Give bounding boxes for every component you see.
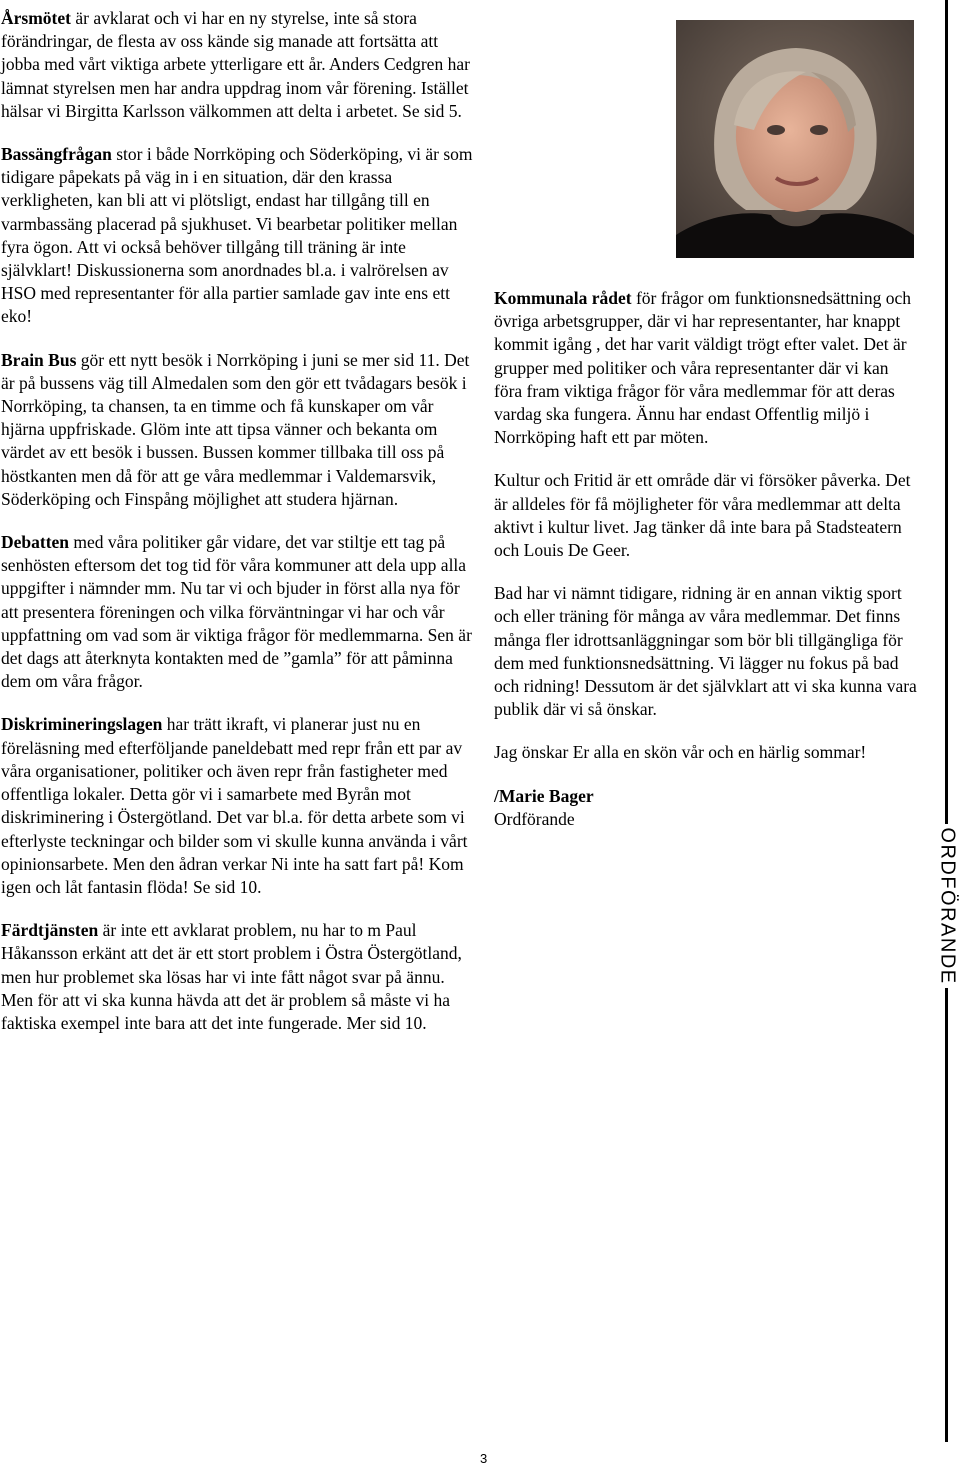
- text-kommunala-radet: för frågor om funktionsnedsättning och övriga arbetsgrupper, där vi har representanter, har knappt kommit igång , det har varit väldigt trögt efter valet. Det är grupper med politiker och våra representanter där vi kan föra fram viktiga frågor för våra medlemmar för att deras vardag ska fungera. Ännu har endast Offentlig miljö i Norrköping haft ett par möten.: [494, 288, 912, 448]
- paragraph-kommunala-radet: [494, 287, 918, 449]
- text-fardtjansten: är inte ett avklarat problem, nu har to m Paul Håkansson erkänt att det är ett stort problem i Östra Östergötland, men hur problemet ska lösas har vi inte fått något svar på ännu. Men för att vi ska kunna hävda att det är problem så måste vi ha faktiska exempel inte bara att det inte fungerade. Mer sid 10.: [1, 920, 462, 1033]
- paragraph-bad-ridning: Bad har vi nämnt tidigare, ridning är en annan viktig sport och eller träning för många av våra medlemmar. Det finns många fler idrottsanläggningar som bör bli tillgängliga för dem med funktionsnedsättning. Vi lägger nu fokus på bad och ridning! Dessutom är det självklart att vi ska kunna vara publik där vi så önskar.: [494, 583, 917, 720]
- signature-name: [494, 785, 918, 808]
- text-bassangfragan: stor i både Norrköping och Söderköping, vi är som tidigare påpekats på väg in i en situation, där den krassa verkligheten, kan bli att vi plötsligt, endast har tillgång till en varmbassäng placerad på sjukhuset. Vi bearbetar politiker mellan fyra ögon. Att vi också behöver tillgång till träning är inte självklart! Diskussionerna som anordnades bl.a. i valrörelsen av HSO med representanter för alla partier samlade gav inte ens ett eko!: [1, 144, 473, 327]
- lead-brain-bus: Brain Bus: [1, 349, 77, 370]
- paragraph-diskrimineringslagen: [1, 713, 479, 899]
- paragraph-brain-bus: [1, 349, 479, 511]
- signature-title: Ordförande: [494, 808, 575, 829]
- text-brain-bus: gör ett nytt besök i Norrköping i juni se mer sid 11. Det är på bussens väg till Almedalen som den gör ett tvådagars besök i Norrköping, ta chansen, ta en timme och få kunskaper om vår hjärna uppfriskade. Glöm inte att tipsa vänner och bekanta om värdet av ett besök i bussen. Bussen kommer tillbaka till oss på höstkanten men då för att ge våra medlemmar i Valdemarsvik, Söderköping och Finspång möjlighet att studera hjärnan.: [1, 349, 470, 509]
- paragraph-fardtjansten: [1, 919, 479, 1035]
- lead-diskrimineringslagen: Diskrimineringslagen: [1, 714, 163, 735]
- paragraph-bassangfragan: [1, 143, 479, 329]
- paragraph-kultur-och-fritid: Kultur och Fritid är ett område där vi försöker påverka. Det är alldeles för få möjligheter för våra medlemmar att delta aktivt i kultur livet. Jag tänker då inte bara på Stadsteatern och Louis De Geer.: [494, 470, 911, 561]
- lead-debatten: Debatten: [1, 532, 70, 553]
- lead-arsmotet: Årsmötet: [1, 8, 71, 28]
- portrait-illustration: [676, 20, 914, 258]
- left-column: [1, 7, 479, 1035]
- lead-kommunala-radet: Kommunala rådet: [494, 288, 632, 308]
- text-arsmotet: är avklarat och vi har en ny styrelse, inte så stora förändringar, de flesta av oss kände sig manade att fortsätta att jobba med vårt viktiga arbete ytterligare ett år. Anders Cedgren har lämnat styrelsen men har andra uppdrag inom vår förening. Istället hälsar vi Birgitta Karlsson välkommen att delta i arbetet. Se sid 5.: [1, 8, 470, 121]
- lead-bassangfragan: Bassängfrågan: [1, 144, 112, 165]
- page-number: 3: [480, 1451, 488, 1466]
- paragraph-arsmotet: [1, 7, 479, 123]
- text-debatten: med våra politiker går vidare, det var stiltje ett tag på senhösten eftersom det tog tid för våra kommuner att dela upp alla uppgifter i nämnder mm. Nu tar vi och bjuder in först alla nya för att presentera föreningen och vilka förväntningar vi har och vår uppfattning om vad som är viktiga frågor för medlemmarna. Sen är det dags att återknyta kontakten med de ”gamla” för att påminna dem om våra frågor.: [1, 532, 472, 692]
- paragraph-debatten: [1, 531, 479, 693]
- side-section-label: ORDFÖRANDE: [936, 827, 959, 985]
- text-diskrimineringslagen: har trätt ikraft, vi planerar just nu en föreläsning med efterföljande paneldebatt med repr från ett par av våra organisationer, politiker och även repr från fastigheter med offentliga lokaler. Detta gör vi i samarbete med Byrån mot diskriminering i Östergötland. Det var bl.a. för detta arbete som vi efterlyste teckningar och bilder som vi skulle kunna använda i vårt opinionsarbete. Men den ådran verkar Ni inte ha satt fart på! Kom igen och låt fantasin flöda! Se sid 10.: [1, 714, 468, 897]
- signature-name-text: /Marie Bager: [494, 785, 594, 806]
- lead-fardtjansten: Färdtjänsten: [1, 920, 99, 941]
- paragraph-greeting: Jag önskar Er alla en skön vår och en härlig sommar!: [494, 742, 867, 763]
- chairperson-portrait-photo: [676, 20, 914, 258]
- side-divider-line: [945, 0, 948, 1442]
- right-column: [494, 287, 918, 831]
